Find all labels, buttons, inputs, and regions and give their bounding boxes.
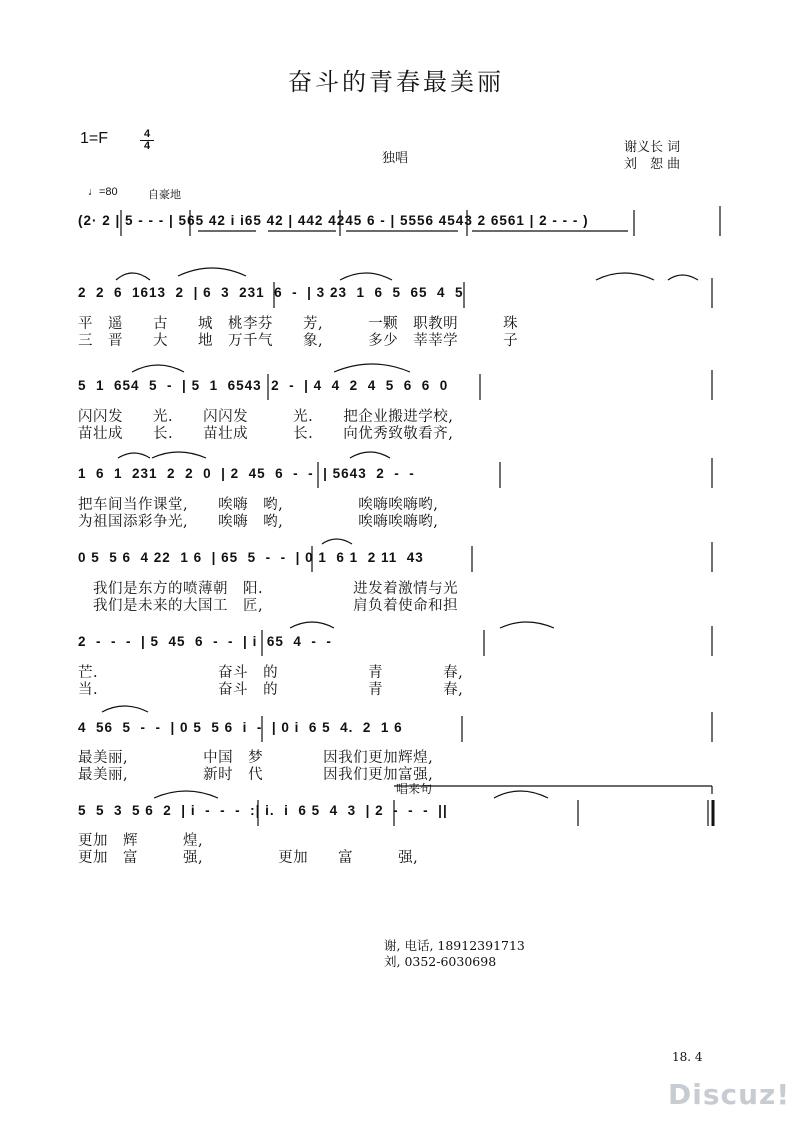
lyrics-row-8-verse-1: 更加 辉 煌, [78, 833, 204, 849]
notation-row-6: 2 - - - | 5 45 6 - - | i 65 4 - - [78, 634, 332, 649]
lyricist-credit: 谢义长 词 [624, 140, 681, 155]
notation-row-2: 2 2 6 1613 2 | 6 3 231 6 - | 3 23 1 6 5 65 4 5 [78, 285, 464, 300]
refrain-label: 唱来句 [396, 782, 433, 796]
page-number: 18. 4 [672, 1050, 703, 1064]
lyrics-row-3-verse-2: 苗壮成 长. 苗壮成 长. 向优秀致敬看齐, [78, 426, 454, 442]
watermark-logo: Discuz! [668, 1078, 791, 1111]
tempo-marking: ♩=80 [88, 186, 118, 198]
lyrics-row-2-verse-2: 三 晋 大 地 万千气 象, 多少 莘莘学 子 [78, 333, 519, 349]
notation-row-8: 5 5 3 5 6 2 | i - - - :| i. i 6 5 4 3 | 2 - - - || [78, 803, 448, 818]
contact-line-1: 谢, 电话, 18912391713 [384, 938, 525, 953]
contact-line-2: 刘, 0352-6030698 [384, 954, 497, 969]
composer-credit: 刘 恕 曲 [624, 157, 681, 172]
lyrics-row-8-verse-2: 更加 富 强, 更加 富 强, [78, 850, 419, 866]
notation-row-1: (2· 2 | 5 - - - | 565 42 i i65 42 | 442 4245 6 - | 5556 4543 2 6561 | 2 - - - ) [78, 213, 589, 228]
lyrics-row-6-verse-2: 当. 奋斗 的 青 春, [78, 682, 464, 698]
lyrics-row-6-verse-1: 芒. 奋斗 的 青 春, [78, 665, 464, 681]
time-signature-top: 4 [143, 128, 151, 140]
lyrics-row-2-verse-1: 平 遥 古 城 桃李芬 芳, 一颗 职教明 珠 [78, 316, 519, 332]
expression-marking: 自豪地 [148, 189, 181, 201]
notation-row-5: 0 5 5 6 4 22 1 6 | 65 5 - - | 0 1 6 1 2 11 43 [78, 550, 424, 565]
lyrics-row-5-verse-1: 我们是东方的喷薄朝 阳. 进发着激情与光 [78, 581, 459, 597]
notation-row-7: 4 56 5 - - | 0 5 5 6 i - | 0 i 6 5 4. 2 1 6 [78, 720, 403, 735]
notation-row-3: 5 1 654 5 - | 5 1 6543 2 - | 4 4 2 4 5 6 6 0 [78, 378, 449, 393]
time-signature-bottom: 4 [140, 140, 154, 152]
lyrics-row-7-verse-2: 最美丽, 新时 代 因我们更加富强, [78, 767, 434, 783]
lyrics-row-3-verse-1: 闪闪发 光. 闪闪发 光. 把企业搬进学校, [78, 409, 454, 425]
notation-row-4: 1 6 1 231 2 2 0 | 2 45 6 - - | 5643 2 - - [78, 466, 415, 481]
lyrics-row-7-verse-1: 最美丽, 中国 梦 因我们更加辉煌, [78, 750, 434, 766]
song-title: 奋斗的青春最美丽 [288, 68, 504, 96]
key-signature: 1=F [80, 130, 109, 147]
performance-type: 独唱 [382, 151, 409, 166]
lyrics-row-4-verse-1: 把车间当作课堂, 唉嗨 哟, 唉嗨唉嗨哟, [78, 497, 439, 513]
lyrics-row-5-verse-2: 我们是未来的大国工 匠, 肩负着使命和担 [78, 598, 459, 614]
lyrics-row-4-verse-2: 为祖国添彩争光, 唉嗨 哟, 唉嗨唉嗨哟, [78, 514, 439, 530]
